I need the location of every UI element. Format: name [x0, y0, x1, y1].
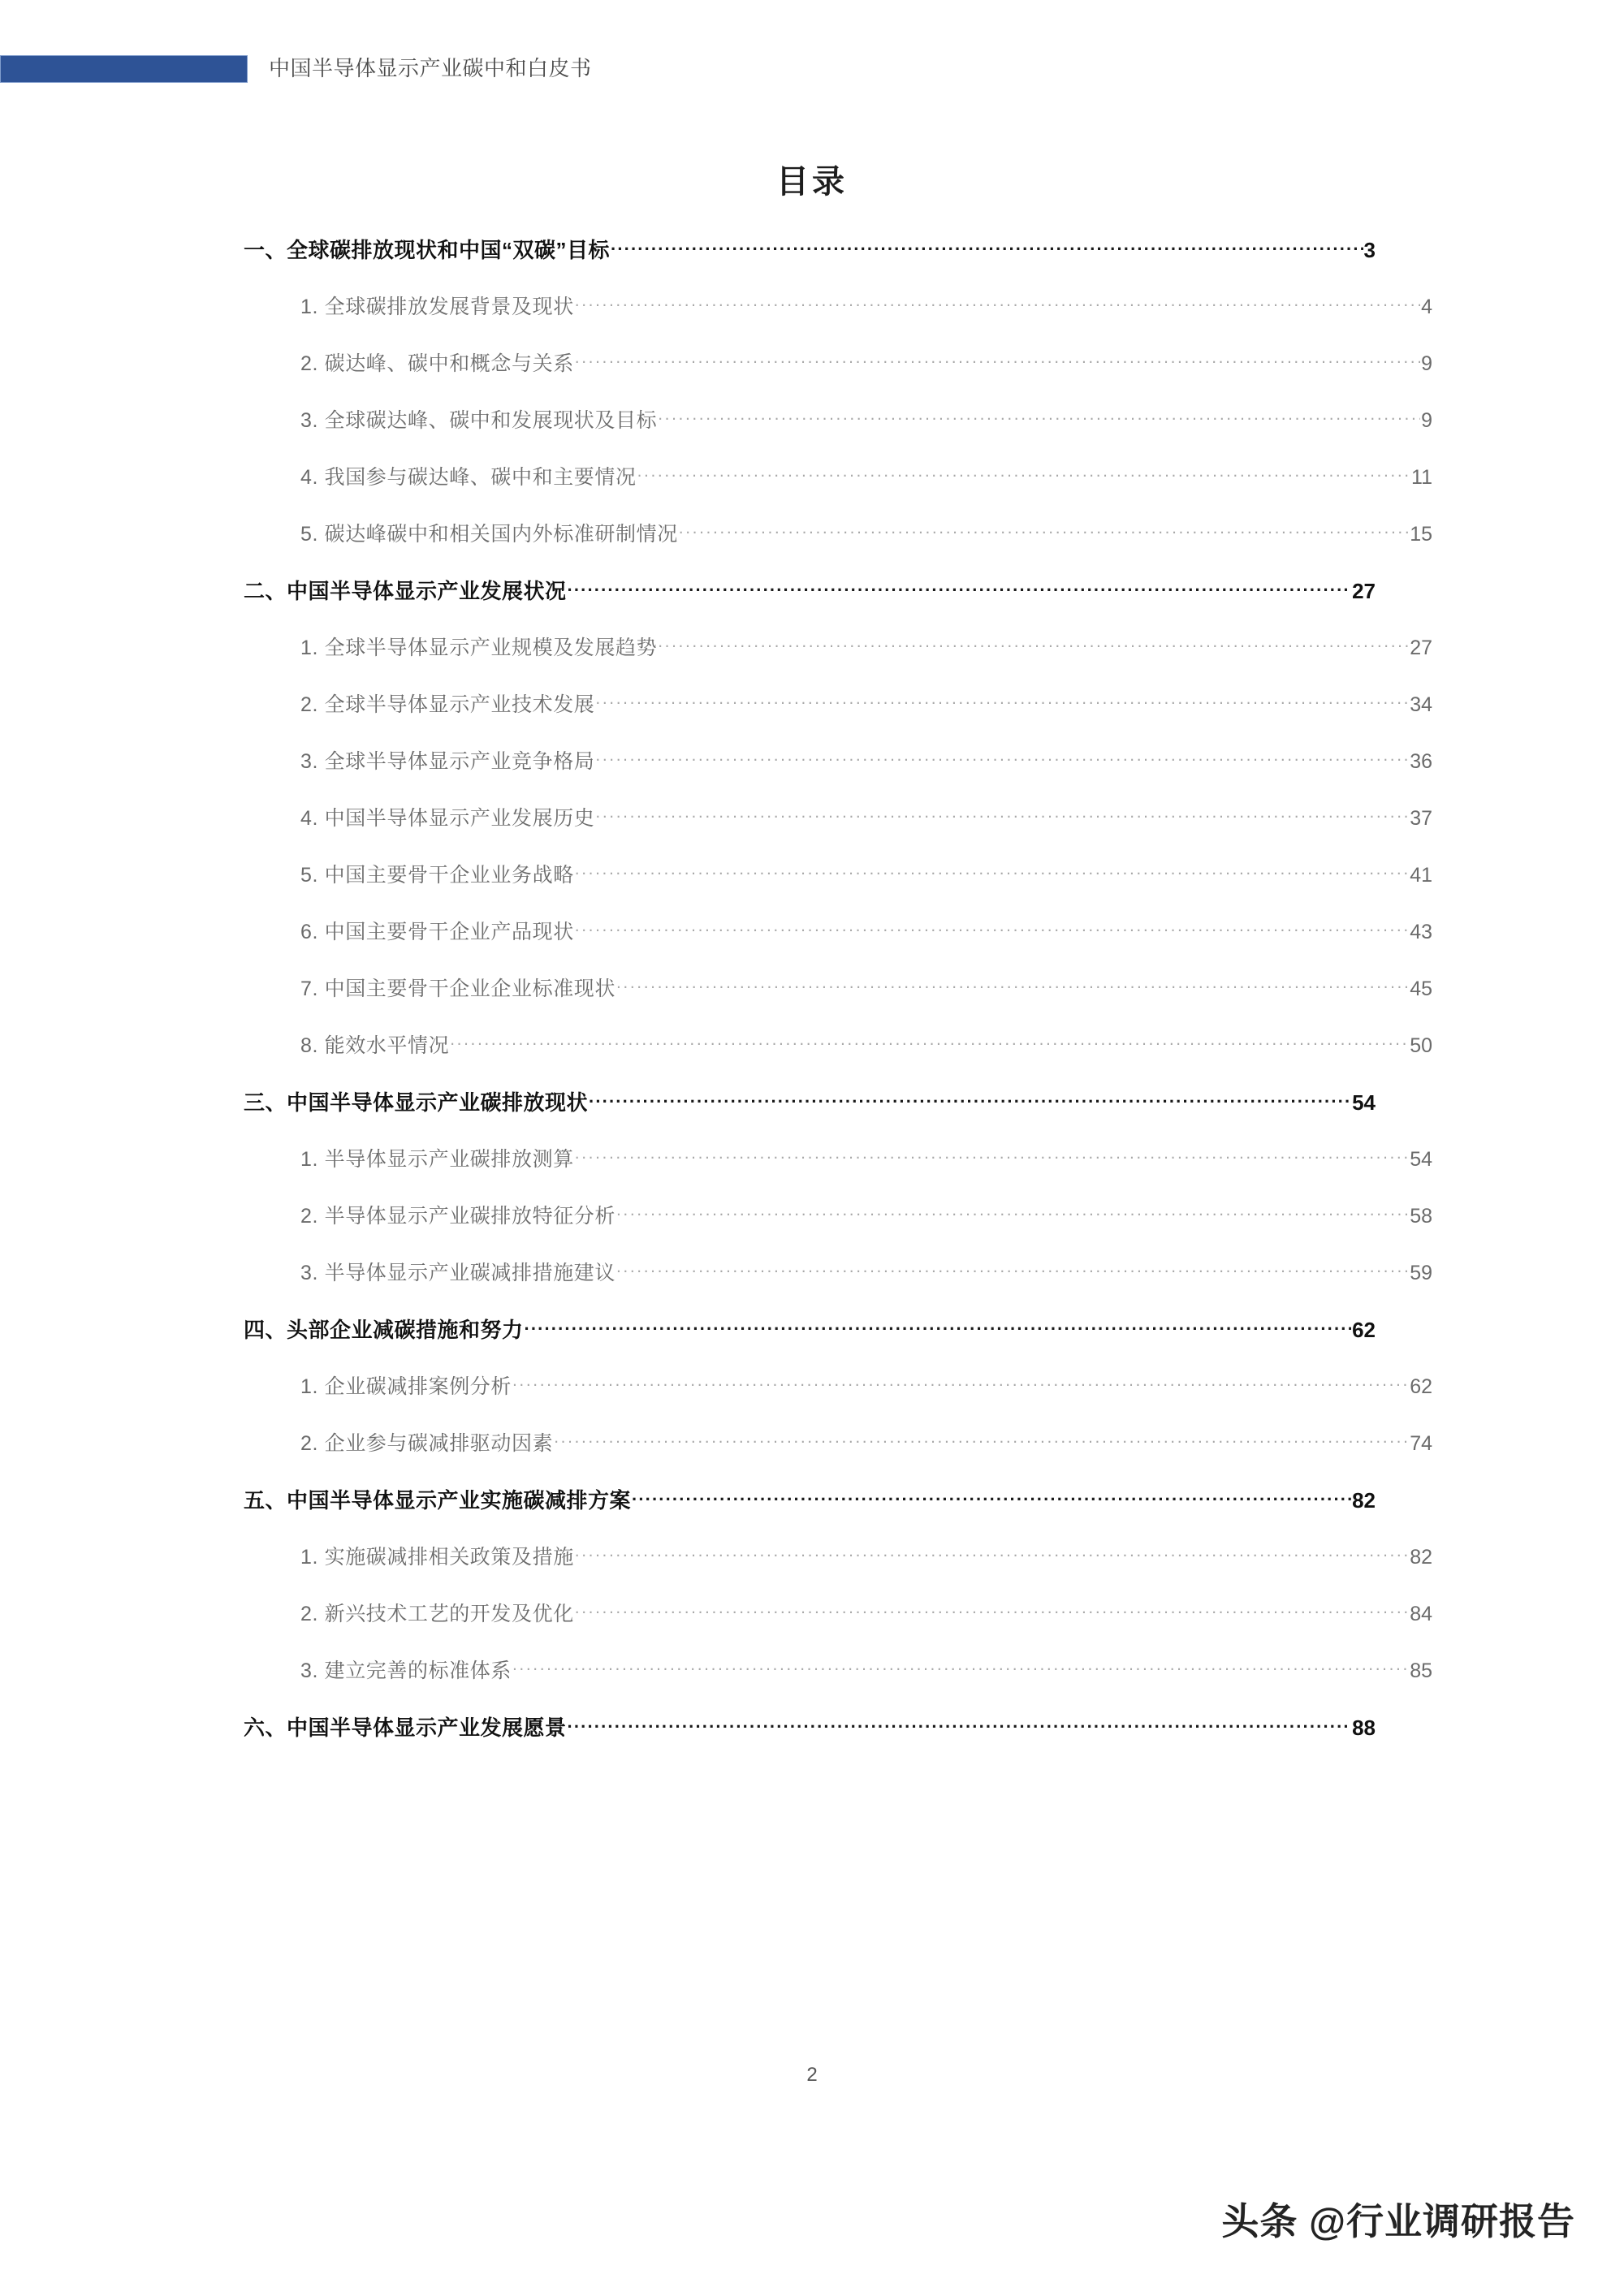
toc-chapter-row[interactable]: [244, 1086, 1376, 1143]
toc-section-row[interactable]: [244, 1257, 1432, 1314]
toc-entry-label: 3. 半导体显示产业碳减排措施建议: [300, 1262, 615, 1284]
toc-entry-label: 1. 半导体显示产业碳排放测算: [300, 1148, 574, 1171]
toc-chapter-row[interactable]: [244, 1314, 1376, 1370]
toc-entry-label: 1. 全球碳排放发展背景及现状: [300, 296, 574, 318]
toc-dot-leader: [575, 296, 1420, 313]
toc-dot-leader: [568, 580, 1352, 598]
toc-entry-page-number: 59: [1410, 1262, 1432, 1284]
toc-entry-label: 2. 碳达峰、碳中和概念与关系: [300, 352, 574, 375]
toc-entry-page-number: 41: [1410, 864, 1432, 887]
toc-entry-label: 8. 能效水平情况: [300, 1034, 450, 1057]
toc-entry-label: 3. 全球碳达峰、碳中和发展现状及目标: [300, 409, 658, 432]
toc-entry-page-number: 27: [1352, 579, 1376, 603]
toc-entry-page-number: 82: [1410, 1546, 1432, 1569]
toc-entry-page-number: 43: [1410, 921, 1432, 943]
toc-entry-label: 5. 碳达峰碳中和相关国内外标准研制情况: [300, 523, 678, 546]
toc-entry-page-number: 34: [1410, 693, 1432, 716]
toc-chapter-row[interactable]: [244, 1484, 1376, 1541]
toc-entry-label: 3. 建立完善的标准体系: [300, 1659, 512, 1682]
toc-chapter-row[interactable]: [244, 575, 1376, 632]
header-accent-bar: [0, 55, 248, 83]
toc-entry-page-number: 36: [1410, 750, 1432, 773]
toc-dot-leader: [611, 240, 1363, 257]
toc-entry-page-number: 15: [1410, 523, 1432, 546]
toc-entry-label: 1. 实施碳减排相关政策及措施: [300, 1546, 574, 1569]
toc-dot-leader: [554, 1433, 1409, 1450]
toc-dot-leader: [595, 751, 1409, 768]
toc-entry-page-number: 62: [1410, 1375, 1432, 1398]
toc-dot-leader: [637, 467, 1410, 484]
toc-dot-leader: [589, 1092, 1351, 1110]
toc-entry-page-number: 37: [1410, 807, 1432, 830]
toc-entry-page-number: 54: [1352, 1090, 1376, 1115]
toc-dot-leader: [575, 1149, 1409, 1166]
toc-dot-leader: [658, 410, 1420, 427]
toc-dot-leader: [450, 1035, 1409, 1052]
toc-entry-page-number: 3: [1363, 238, 1376, 262]
toc-dot-leader: [512, 1376, 1409, 1393]
toc-section-row[interactable]: [244, 461, 1432, 518]
toc-entry-label: 六、中国半导体显示产业发展愿景: [244, 1716, 567, 1740]
toc-entry-label: 四、头部企业减碳措施和努力: [244, 1318, 524, 1342]
toc-section-row[interactable]: [244, 291, 1432, 347]
toc-dot-leader: [575, 353, 1420, 370]
toc-section-row[interactable]: [244, 1200, 1432, 1257]
toc-entry-label: 2. 全球半导体显示产业技术发展: [300, 693, 595, 716]
toc-entry-label: 五、中国半导体显示产业实施碳减排方案: [244, 1488, 632, 1513]
toc-entry-page-number: 84: [1410, 1603, 1432, 1625]
toc-entry-page-number: 54: [1410, 1148, 1432, 1171]
toc-dot-leader: [575, 865, 1409, 882]
table-of-contents: [244, 234, 1432, 1768]
toc-entry-label: 1. 全球半导体显示产业规模及发展趋势: [300, 637, 658, 659]
toc-entry-page-number: 4: [1421, 296, 1432, 318]
document-header-title: 中国半导体显示产业碳中和白皮书: [269, 56, 592, 80]
toc-dot-leader: [575, 921, 1409, 939]
page-number: 2: [806, 2064, 818, 2086]
toc-entry-label: 2. 新兴技术工艺的开发及优化: [300, 1603, 574, 1625]
toc-section-row[interactable]: [244, 916, 1432, 973]
toc-entry-label: 3. 全球半导体显示产业竞争格局: [300, 750, 595, 773]
toc-dot-leader: [616, 1206, 1409, 1223]
toc-entry-page-number: 50: [1410, 1034, 1432, 1057]
toc-entry-label: 2. 半导体显示产业碳排放特征分析: [300, 1205, 615, 1228]
toc-section-row[interactable]: [244, 688, 1432, 745]
toc-section-row[interactable]: [244, 632, 1432, 688]
toc-entry-label: 三、中国半导体显示产业碳排放现状: [244, 1090, 589, 1115]
toc-section-row[interactable]: [244, 347, 1432, 404]
toc-section-row[interactable]: [244, 1598, 1432, 1655]
toc-dot-leader: [568, 1717, 1352, 1735]
toc-section-row[interactable]: [244, 1655, 1432, 1711]
toc-entry-page-number: 45: [1410, 978, 1432, 1000]
toc-entry-page-number: 85: [1410, 1659, 1432, 1682]
toc-dot-leader: [679, 524, 1409, 541]
toc-entry-label: 2. 企业参与碳减排驱动因素: [300, 1432, 554, 1455]
toc-section-row[interactable]: [244, 1370, 1432, 1427]
toc-section-row[interactable]: [244, 404, 1432, 461]
watermark: 头条 @行业调研报告: [1221, 2200, 1575, 2242]
toc-section-row[interactable]: [244, 802, 1432, 859]
page-title: 目录: [776, 164, 848, 200]
toc-chapter-row[interactable]: [244, 234, 1376, 291]
toc-entry-label: 4. 中国半导体显示产业发展历史: [300, 807, 595, 830]
toc-entry-page-number: 82: [1352, 1488, 1376, 1513]
toc-entry-label: 7. 中国主要骨干企业企业标准现状: [300, 978, 615, 1000]
toc-section-row[interactable]: [244, 1541, 1432, 1598]
toc-section-row[interactable]: [244, 859, 1432, 916]
toc-dot-leader: [575, 1547, 1409, 1564]
toc-dot-leader: [616, 1262, 1409, 1280]
toc-entry-label: 1. 企业碳减排案例分析: [300, 1375, 512, 1398]
toc-entry-label: 4. 我国参与碳达峰、碳中和主要情况: [300, 466, 637, 489]
toc-entry-page-number: 74: [1410, 1432, 1432, 1455]
toc-entry-page-number: 9: [1421, 352, 1432, 375]
toc-dot-leader: [512, 1660, 1409, 1677]
toc-section-row[interactable]: [244, 1143, 1432, 1200]
toc-dot-leader: [595, 808, 1409, 825]
toc-dot-leader: [632, 1490, 1351, 1508]
toc-entry-page-number: 88: [1352, 1716, 1376, 1740]
toc-chapter-row[interactable]: [244, 1711, 1376, 1768]
toc-dot-leader: [595, 694, 1409, 711]
toc-entry-page-number: 11: [1411, 466, 1432, 489]
toc-entry-page-number: 9: [1421, 409, 1432, 432]
toc-section-row[interactable]: [244, 518, 1432, 575]
toc-entry-label: 5. 中国主要骨干企业业务战略: [300, 864, 574, 887]
toc-entry-label: 一、全球碳排放现状和中国“双碳”目标: [244, 238, 611, 262]
toc-entry-page-number: 58: [1410, 1205, 1432, 1228]
toc-dot-leader: [616, 978, 1409, 995]
toc-entry-page-number: 62: [1352, 1318, 1376, 1342]
toc-entry-page-number: 27: [1410, 637, 1432, 659]
toc-entry-label: 二、中国半导体显示产业发展状况: [244, 579, 567, 603]
toc-section-row[interactable]: [244, 745, 1432, 802]
toc-section-row[interactable]: [244, 973, 1432, 1029]
toc-dot-leader: [658, 637, 1409, 654]
toc-dot-leader: [575, 1603, 1409, 1621]
toc-section-row[interactable]: [244, 1029, 1432, 1086]
toc-entry-label: 6. 中国主要骨干企业产品现状: [300, 921, 574, 943]
page-header: [0, 0, 1624, 106]
toc-section-row[interactable]: [244, 1427, 1432, 1484]
toc-dot-leader: [525, 1319, 1352, 1337]
